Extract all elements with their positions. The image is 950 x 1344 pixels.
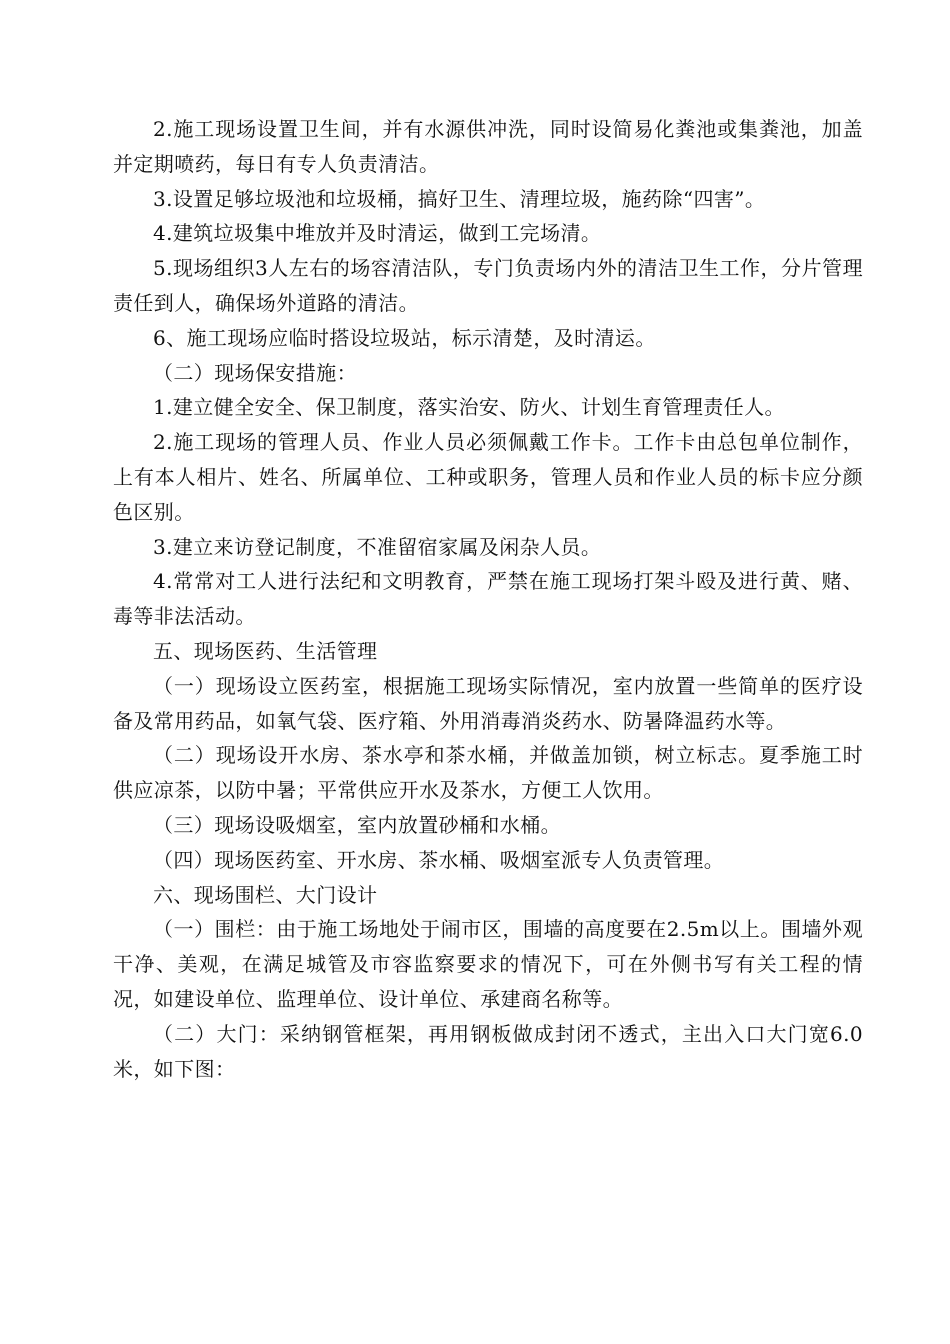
paragraph-worker-education: 4.常常对工人进行法纪和文明教育，严禁在施工现场打架斗殴及进行黄、赌、毒等非法活动。 [113,569,863,629]
section-heading-fence-gate: 六、现场围栏、大门设计 [153,882,378,907]
paragraph-security-system: 1.建立健全安全、保卫制度，落实治安、防火、计划生育管理责任人。 [153,395,785,420]
paragraph-toilet: 2.施工现场设置卫生间，并有水源供冲洗，同时设简易化粪池或集粪池，加盖并定期喷药，每日有专人负责清洁。 [113,117,863,176]
paragraph-management: （四）现场医药室、开水房、茶水桶、吸烟室派专人负责管理。 [153,847,725,872]
section-heading-medical-living: 五、现场医药、生活管理 [153,638,378,663]
paragraph-water-room: （二）现场设开水房、茶水亭和茶水桶，并做盖加锁，树立标志。夏季施工时供应凉茶，以防中暑；平常供应开水及茶水，方便工人饮用。 [113,743,863,803]
paragraph-garbage-station: 6、施工现场应临时搭设垃圾站，标示清楚，及时清运。 [153,325,656,350]
paragraph-gate: （二）大门：采纳钢管框架，再用钢板做成封闭不透式，主出入口大门宽6.0米，如下图： [113,1021,863,1081]
paragraph-medical-room: （一）现场设立医药室，根据施工现场实际情况，室内放置一些简单的医疗设备及常用药品，如氧气袋、医疗箱、外用消毒消炎药水、防暑降温药水等。 [113,673,863,733]
paragraph-construction-waste: 4.建筑垃圾集中堆放并及时清运，做到工完场清。 [153,221,602,246]
paragraph-smoking-room: （三）现场设吸烟室，室内放置砂桶和水桶。 [153,812,561,837]
section-heading-security: （二）现场保安措施： [153,360,357,385]
paragraph-work-cards: 2.施工现场的管理人员、作业人员必须佩戴工作卡。工作卡由总包单位制作，上有本人相片、姓名、所属单位、工种或职务，管理人员和作业人员的标卡应分颜色区别。 [113,430,863,524]
paragraph-garbage-bins: 3.设置足够垃圾池和垃圾桶，搞好卫生、清理垃圾，施药除“四害”。 [153,186,766,211]
paragraph-cleaning-team: 5.现场组织3人左右的场容清洁队，专门负责场内外的清洁卫生工作，分片管理责任到人，确保场外道路的清洁。 [113,256,863,315]
paragraph-fence: （一）围栏：由于施工场地处于闹市区，围墙的高度要在2.5m以上。围墙外观干净、美观，在满足城管及市容监察要求的情况下，可在外侧书写有关工程的情况，如建设单位、监理单位、设计单位、承建商名称等。 [113,917,863,1011]
document-body [113,112,863,1086]
paragraph-visitor-registration: 3.建立来访登记制度，不准留宿家属及闲杂人员。 [153,534,602,559]
